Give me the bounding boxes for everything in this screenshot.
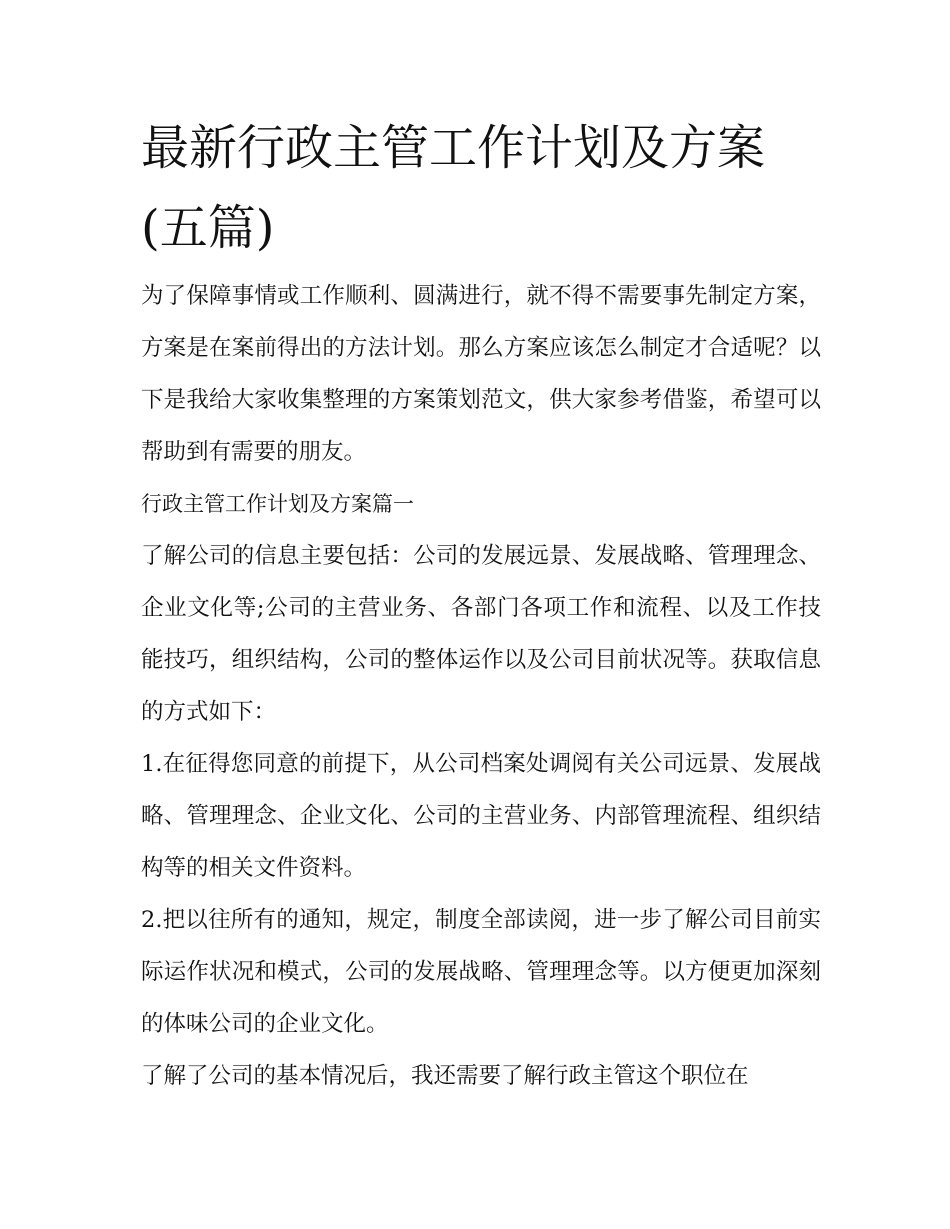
section-heading: 行政主管工作计划及方案篇一 (141, 492, 414, 516)
body-paragraph-2: 1.在征得您同意的前提下，从公司档案处调阅有关公司远景、发展战略、管理理念、企业文化、公司的主营业务、内部管理流程、组织结构等的相关文件资料。 (141, 751, 821, 881)
document-title: 最新行政主管工作计划及方案(五篇) (141, 120, 766, 256)
body-paragraph-3: 2.把以往所有的通知，规定，制度全部读阅，进一步了解公司目前实际运作状况和模式，公司的发展战略、管理理念等。以方便更加深刻的体味公司的企业文化。 (141, 907, 821, 1037)
document-content (141, 108, 821, 1102)
document-body (141, 270, 821, 1102)
intro-paragraph: 为了保障事情或工作顺利、圆满进行，就不得不需要事先制定方案，方案是在案前得出的方法计划。那么方案应该怎么制定才合适呢？以下是我给大家收集整理的方案策划范文，供大家参考借鉴，希望可以帮助到有需要的朋友。 (141, 283, 821, 465)
body-paragraph-1: 了解公司的信息主要包括：公司的发展远景、发展战略、管理理念、企业文化等;公司的主营业务、各部门各项工作和流程、以及工作技能技巧，组织结构，公司的整体运作以及公司目前状况等。获取信息的方式如下： (141, 543, 821, 725)
body-paragraph-4: 了解了公司的基本情况后，我还需要了解行政主管这个职位在 (141, 1063, 749, 1089)
